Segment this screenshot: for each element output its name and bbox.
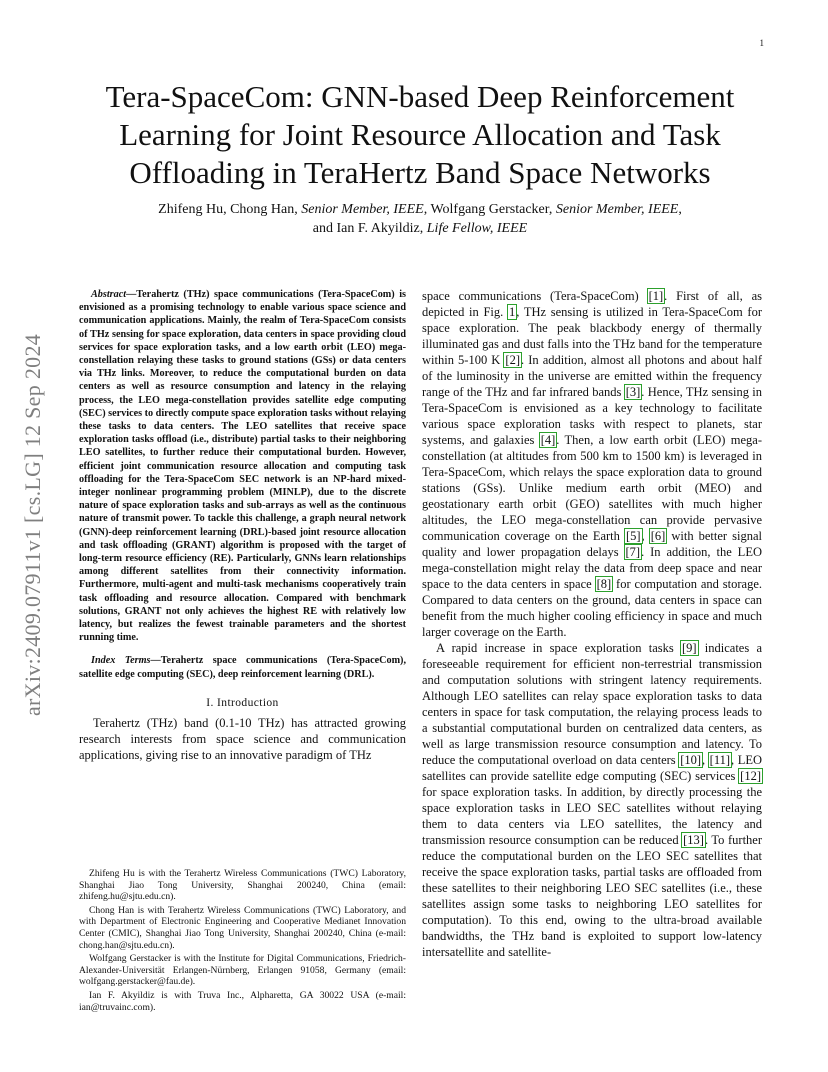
body-text-segment: . First of all, as depicted in Fig. (422, 289, 762, 319)
author-text: , (678, 202, 682, 217)
author-line-2 (70, 219, 770, 238)
page-number: 1 (759, 38, 764, 48)
body-text-segment: for space exploration tasks. In addition, by directly processing the space exploration tasks in LEO SEC satellites without relaying them to data centers via LEO satellites, the latency and transmission resource consumption can be reduced (422, 785, 762, 847)
body-text-segment: , THz sensing is utilized in Tera-SpaceCom for space exploration. The peak blackbody energy of thermally illuminated gas and dust falls into the THz band for the temperature within 5-100 K (422, 305, 762, 367)
body-text-segment: for computation and storage. Compared to data centers on the ground, data centers in space can benefit from the much higher cooling efficiency in space and much larger coverage on the Earth. (422, 577, 762, 639)
left-column (79, 288, 406, 763)
body-text-segment: space communications (Tera-SpaceCom) (422, 289, 648, 303)
body-text-segment: , (641, 529, 650, 543)
footnote: Ian F. Akyildiz is with Truva Inc., Alpharetta, GA 30022 USA (e-mail: ian@truvainc.com). (79, 989, 406, 1013)
footnote: Wolfgang Gerstacker is with the Institute for Digital Communications, Friedrich-Alexander-Universität Erlangen-Nürnberg, Erlangen 91058, Germany (email: wolfgang.gerstacker@fau.de). (79, 953, 406, 988)
body-text-segment: . Then, a low earth orbit (LEO) mega-constellation (at altitudes from 500 km to 1500 km) is leveraged in Tera-SpaceCom, which relays the space exploration data to ground stations (GSs). Unlike medium earth orbit (MEO) and geostationary earth orbit (GEO) satellites with much higher altitudes, the LEO mega-constellation can provide pervasive communication coverage on the Earth (422, 433, 763, 543)
author-text: Zhifeng Hu, Chong Han, (158, 202, 302, 217)
body-text-segment: , (702, 753, 709, 767)
footnote: Chong Han is with Terahertz Wireless Communications (TWC) Laboratory, and with Department of Electronic Engineering and Cooperative Medianet Innovation Center (CMIC), Shanghai Jiao Tong University, Shanghai 200240, China (e-mail: chong.han@sjtu.edu.cn). (79, 904, 406, 951)
arxiv-identifier-text: arXiv:2409.07911v1 [cs.LG] 12 Sep 2024 (20, 333, 45, 717)
index-terms-label: Index Terms (91, 655, 151, 667)
author-title: Senior Member, IEEE (555, 202, 679, 217)
body-text-segment: indicates a foreseeable requirement for efficient non-terrestrial transmission and computation solutions with stringent latency requirements. Although LEO satellites can relay space exploration tasks to data centers in space for task computation, the relaying process leads to a substantial computational burden on centralized data centers, as well as large transmission resource consumption and latency. To reduce the computational overload on data centers (422, 641, 762, 767)
figure-link[interactable]: 1 (508, 305, 516, 319)
author-title: Senior Member, IEEE (301, 202, 424, 217)
body-paragraph-2 (422, 640, 762, 960)
section-heading: I. Introduction (206, 696, 279, 709)
author-text: , Wolfgang Gerstacker, (423, 202, 556, 217)
citation-link[interactable]: [2] (505, 353, 520, 367)
author-text: and Ian F. Akyildiz, (312, 221, 427, 236)
arxiv-identifier (20, 290, 46, 760)
abstract-label: Abstract (91, 289, 127, 300)
abstract-text: —Terahertz (THz) space communications (Tera-SpaceCom) is envisioned as a promising technology to enable various space science and communication applications. Mainly, the realm of Tera-SpaceCom consists of THz sensing for space exploration, data centers in space providing cloud services for space exploration tasks, and a low earth orbit (LEO) mega-constellation relaying these tasks to ground stations (GSs) or data centers via THz links. Moreover, to reduce the computational burden on data centers as well as resource consumption and latency in the relaying process, the LEO mega-constellation provides satellite edge computing (SEC) services to directly compute space exploration tasks without relaying these tasks to data centers. The LEO satellites that receive space exploration tasks offload (i.e., distribute) partial tasks to their neighboring LEO satellites, to further reduce their computational burden. However, efficient joint communication resource allocation and computing task offloading for the Tera-SpaceCom SEC network is an NP-hard mixed-integer nonlinear programming problem (MINLP), due to the discrete nature of space exploration tasks and sub-arrays as well as the continuous nature of transmit power. To tackle this challenge, a graph neural network (GNN)-deep reinforcement learning (DRL)-based joint resource allocation and task offloading (GRANT) algorithm is proposed with the target of long-term resource efficiency (RE). Particularly, GNNs learn relationships among different satellites from their connectivity information. Furthermore, multi-agent and multi-task mechanisms cooperatively train task offloading and resource allocation. Compared with benchmark solutions, GRANT not only achieves the highest RE with relatively low latency, but realizes the fewest trainable parameters and the shortest running time. (79, 289, 407, 644)
body-text-segment: with better signal quality and lower propagation delays (422, 529, 762, 559)
author-line-1 (70, 200, 770, 219)
citation-link[interactable]: [6] (650, 529, 666, 543)
citation-link[interactable]: [9] (681, 641, 697, 655)
footnotes (79, 868, 406, 1015)
paper-title: Tera-SpaceCom: GNN-based Deep Reinforcement Learning for Joint Resource Allocation and Task Offloading in TeraHertz Band Space Networks (105, 79, 735, 190)
body-text-segment: A rapid increase in space exploration tasks (436, 641, 681, 655)
body-text-segment: , LEO satellites can provide satellite edge computing (SEC) services (422, 753, 762, 783)
citation-link[interactable]: [3] (625, 385, 641, 399)
body-text-segment: . Hence, THz sensing in Tera-SpaceCom is envisioned as a key technology to facilitate various space exploration tasks with respect to planets, star systems, and galaxies (422, 385, 762, 447)
citation-link[interactable]: [12] (740, 769, 761, 783)
citation-link[interactable]: [13] (683, 833, 704, 847)
citation-link[interactable]: [5] (625, 529, 641, 543)
body-text-segment: . To further reduce the computational burden on the LEO SEC satellites that receive the space exploration tasks, partial tasks are offloaded from these satellites to their neighboring LEO SEC satellites (i.e., these satellites assign some tasks to neighboring LEO satellites for computation). To this end, owing to the ultra-broad available bandwidths, the THz band is exploited to support low-latency intersatellite and satellite- (422, 833, 762, 959)
citation-link[interactable]: [10] (680, 753, 702, 767)
abstract (79, 288, 406, 644)
citation-link[interactable]: [1] (648, 289, 664, 303)
right-column (422, 288, 762, 960)
body-paragraph-1 (422, 288, 762, 640)
author-list (70, 200, 770, 238)
citation-link[interactable]: [11] (709, 753, 731, 767)
intro-paragraph: Terahertz (THz) band (0.1-10 THz) has attracted growing research interests from space science and communication applications, giving rise to an innovative paradigm of THz (79, 715, 406, 762)
footnote: Zhifeng Hu is with the Terahertz Wireless Communications (TWC) Laboratory, Shanghai Jiao Tong University, Shanghai 200240, China (email: zhifeng.hu@sjtu.edu.cn). (79, 868, 406, 903)
author-title: Life Fellow, IEEE (426, 221, 528, 236)
body-text-segment: . In addition, the LEO mega-constellation might relay the data from deep space and near space to the data centers in space (422, 545, 762, 591)
citation-link[interactable]: [4] (540, 433, 556, 447)
index-terms (79, 654, 406, 680)
citation-link[interactable]: [8] (596, 577, 612, 591)
citation-link[interactable]: [7] (625, 545, 641, 559)
index-terms-text: —Terahertz space communications (Tera-SpaceCom), satellite edge computing (SEC), deep reinforcement learning (DRL). (79, 655, 406, 680)
body-text-segment: . In addition, almost all photons and about half of the luminosity in the universe are emitted within the frequency range of the THz and far infrared bands (422, 353, 762, 399)
